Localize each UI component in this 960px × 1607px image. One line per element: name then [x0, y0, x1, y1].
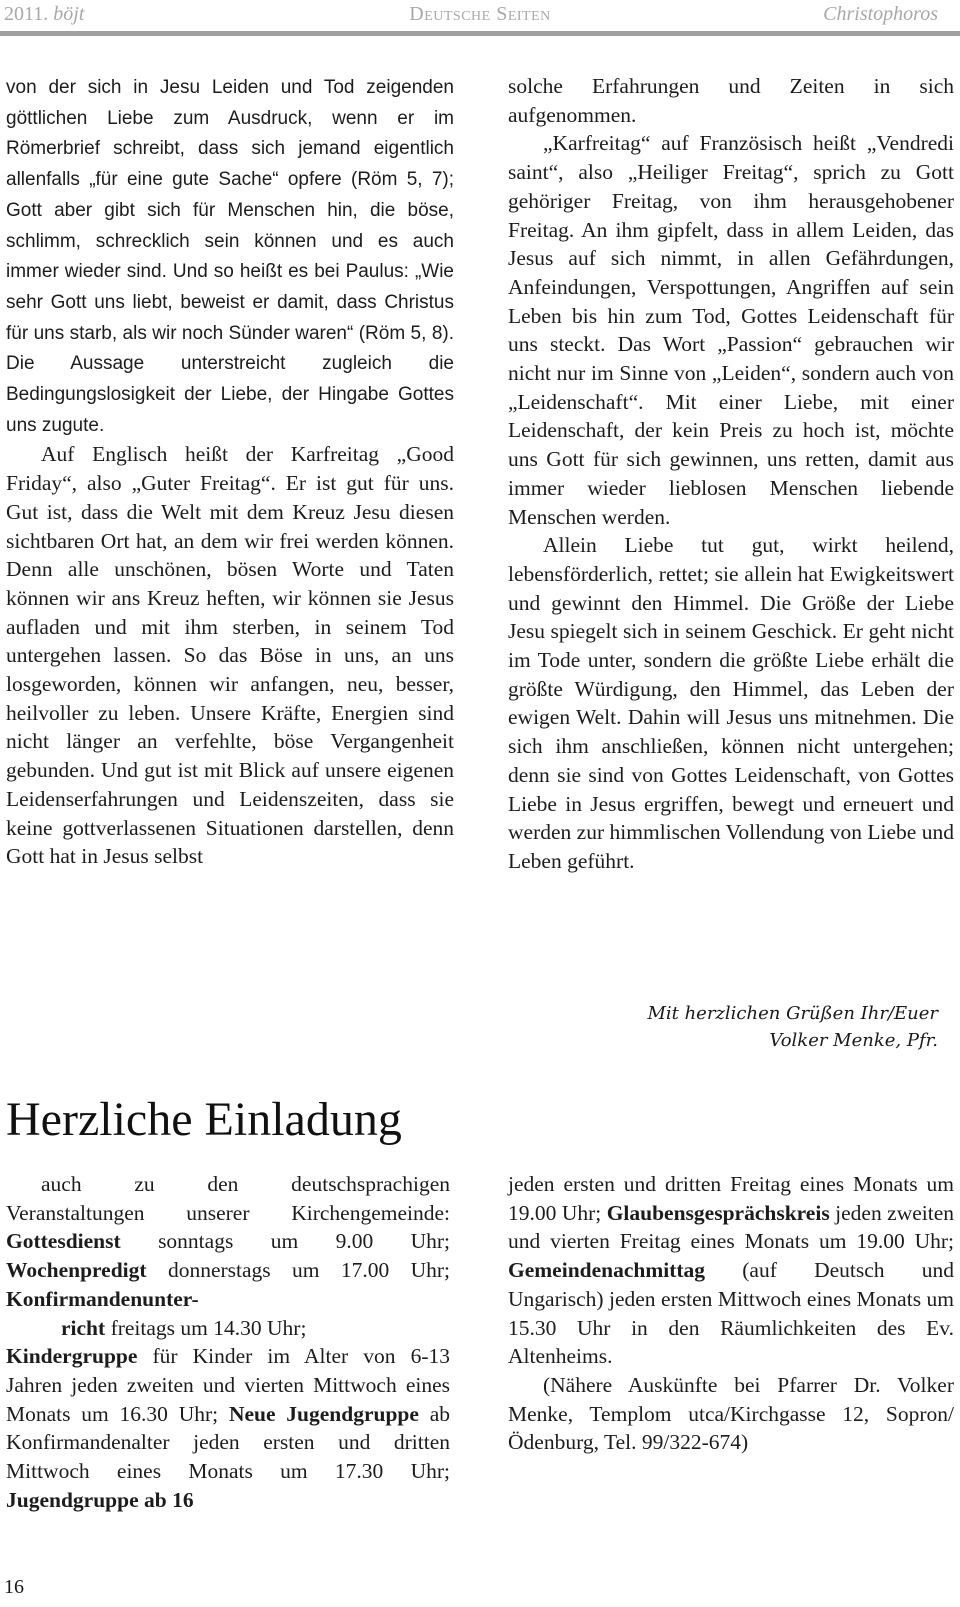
header-rule: [0, 31, 960, 36]
event-text: sonntags um 9.00 Uhr;: [158, 1229, 450, 1254]
invitation-paragraph: [508, 1170, 954, 1371]
invitation-intro: auch zu den deutschsprachigen Veranstaltungen unserer Kirchengemeinde:: [6, 1172, 450, 1225]
event-text: freitags um 14.30 Uhr;: [110, 1315, 307, 1340]
article-paragraph: Allein Liebe tut gut, wirkt heilend, lebensförderlich, rettet; sie allein hat Ewigkeitswert und gewinnt den Himmel. Die Größe der Liebe Jesu spiegelt sich in seinem Geschick. Er geht nicht im Tode unter, sondern die größte Liebe erhält die größte Würdigung, den Himmel, das Leben der ewigen Welt. Dahin will Jesus uns mitnehmen. Die sich ihm anschließen, können nicht untergehen; denn sie sind von Gottes Leidenschaft, von Gottes Liebe in Jesus ergriffen, bewegt und erneuert und werden zur himmlischen Vollendung von Liebe und Leben geführt.: [508, 533, 954, 873]
invitation-title: Herzliche Einladung: [6, 1093, 402, 1146]
event-label: Jugendgruppe ab 16: [6, 1487, 194, 1512]
greeting-line: Mit herzlichen Grüßen Ihr/Euer: [647, 1003, 938, 1024]
invitation-paragraph: [6, 1342, 450, 1514]
page-header: [0, 0, 960, 36]
event-label: Gottesdienst: [6, 1229, 121, 1254]
invitation-column-right: [508, 1170, 954, 1457]
event-label: Glaubensgesprächskreis: [606, 1200, 830, 1225]
event-continuation: [6, 1314, 450, 1343]
contact-info: (Nähere Auskünfte bei Pfarrer Dr. Volker Menke, Templom utca/Kirchgasse 12, Sopron/Ödenburg, Tel. 99/322-674): [508, 1372, 954, 1455]
page-number: 16: [4, 1576, 24, 1598]
event-label: Neue Jugendgruppe: [228, 1401, 419, 1426]
event-text: ab Konfirmandenalter jeden ersten und dritten Mittwoch eines Monats um 17.30 Uhr;: [6, 1401, 451, 1484]
event-label: Konfirmandenunter-: [6, 1286, 199, 1311]
invitation-paragraph: [6, 1170, 450, 1342]
event-label: Gemeindenachmittag: [508, 1258, 706, 1283]
event-text: für Kinder im Alter von 6-13 Jahren jeden zweiten und vierten Mittwoch eines Monats um 16.30 Uhr;: [6, 1344, 450, 1426]
article-column-right: [508, 72, 954, 876]
header-section-title: Deutsche Seiten: [409, 3, 551, 25]
article-text-sans: von der sich in Jesu Leiden und Tod zeigenden göttlichen Liebe zum Ausdruck, wenn er im Römerbrief schreibt, dass sich jemand eigentlich allenfalls „für eine gute Sache“ opfere (Röm 5, 7); Gott aber gibt sich für Menschen hin, die böse, schlimm, schrecklich sein können und es auch immer wieder sind. Und so heißt es bei Paulus: „Wie sehr Gott uns liebt, beweist er damit, dass Christus für uns starb, als wir noch Sünder waren“ (Röm 5, 8). Die Aussage unterstreicht zugleich die Bedingungslosigkeit der Liebe, der Hingabe Gottes uns zugute.: [6, 77, 454, 436]
event-label: Kindergruppe: [6, 1344, 138, 1369]
event-text: donnerstags um 17.00 Uhr;: [167, 1258, 450, 1283]
event-text: (auf Deutsch und Ungarisch) jeden ersten Mittwoch eines Monats um 15.30 Uhr in den Räumlichkeiten des Ev. Altenheims.: [508, 1258, 954, 1369]
article-column-left: [6, 72, 454, 871]
event-text: jeden zweiten und vierten Freitag eines Monats um 19.00 Uhr;: [508, 1200, 954, 1254]
article-paragraph: [6, 72, 454, 440]
author-name: Volker Menke, Pfr.: [769, 1030, 938, 1051]
signature-greeting: [518, 1000, 938, 1054]
article-paragraph: solche Erfahrungen und Zeiten in sich aufgenommen.: [508, 74, 954, 127]
header-season: böjt: [53, 3, 85, 25]
article-paragraph: Auf Englisch heißt der Karfreitag „Good Friday“, also „Guter Freitag“. Er ist gut für uns. Gut ist, dass die Welt mit dem Kreuz Jesu diesen sichtbaren Ort hat, an dem wir frei werden können. Denn alle unschönen, bösen Worte und Taten können wir ans Kreuz heften, wir können sie Jesus aufladen und mit ihm sterben, in seinem Tod untergehen lassen. So das Böse in uns, an uns losgeworden, können wir anfangen, neu, besser, heilvoller zu leben. Unsere Kräfte, Energien sind nicht länger an verfehlte, böse Vergangenheit gebunden. Und gut ist mit Blick auf unsere eigenen Leidenserfahrungen und Leidenszeiten, dass sie keine gottverlassenen Situationen darstellen, denn Gott hat in Jesus selbst: [6, 442, 454, 869]
event-label: Wochenpredigt: [6, 1258, 147, 1283]
header-year: 2011.: [4, 3, 49, 25]
event-text: jeden ersten und dritten Freitag eines Monats um 19.00 Uhr;: [508, 1172, 954, 1225]
header-magazine-name: Christophoros: [823, 3, 938, 25]
event-label: richt: [61, 1315, 106, 1340]
invitation-column-left: [6, 1170, 450, 1514]
article-paragraph: „Karfreitag“ auf Französisch heißt „Vendredi saint“, also „Heiliger Freitag“, sprich zu Gott gehöriger Freitag, von ihm herausgehobener Freitag. An ihm gipfelt, dass in allem Leiden, das Jesus auf sich nimmt, in allen Gefährdungen, Anfeindungen, Verspottungen, Angriffen auf sein Leben bis hin zum Tod, Gottes Leidenschaft für uns steckt. Das Wort „Passion“ gebrauchen wir nicht nur im Sinne von „Leiden“, sondern auch von „Leidenschaft“. Mit einer Liebe, mit einer Leidenschaft, der kein Preis zu hoch ist, möchte uns Gott für sich gewinnen, uns retten, damit aus immer wieder lieblosen Menschen liebende Menschen werden.: [508, 131, 954, 529]
